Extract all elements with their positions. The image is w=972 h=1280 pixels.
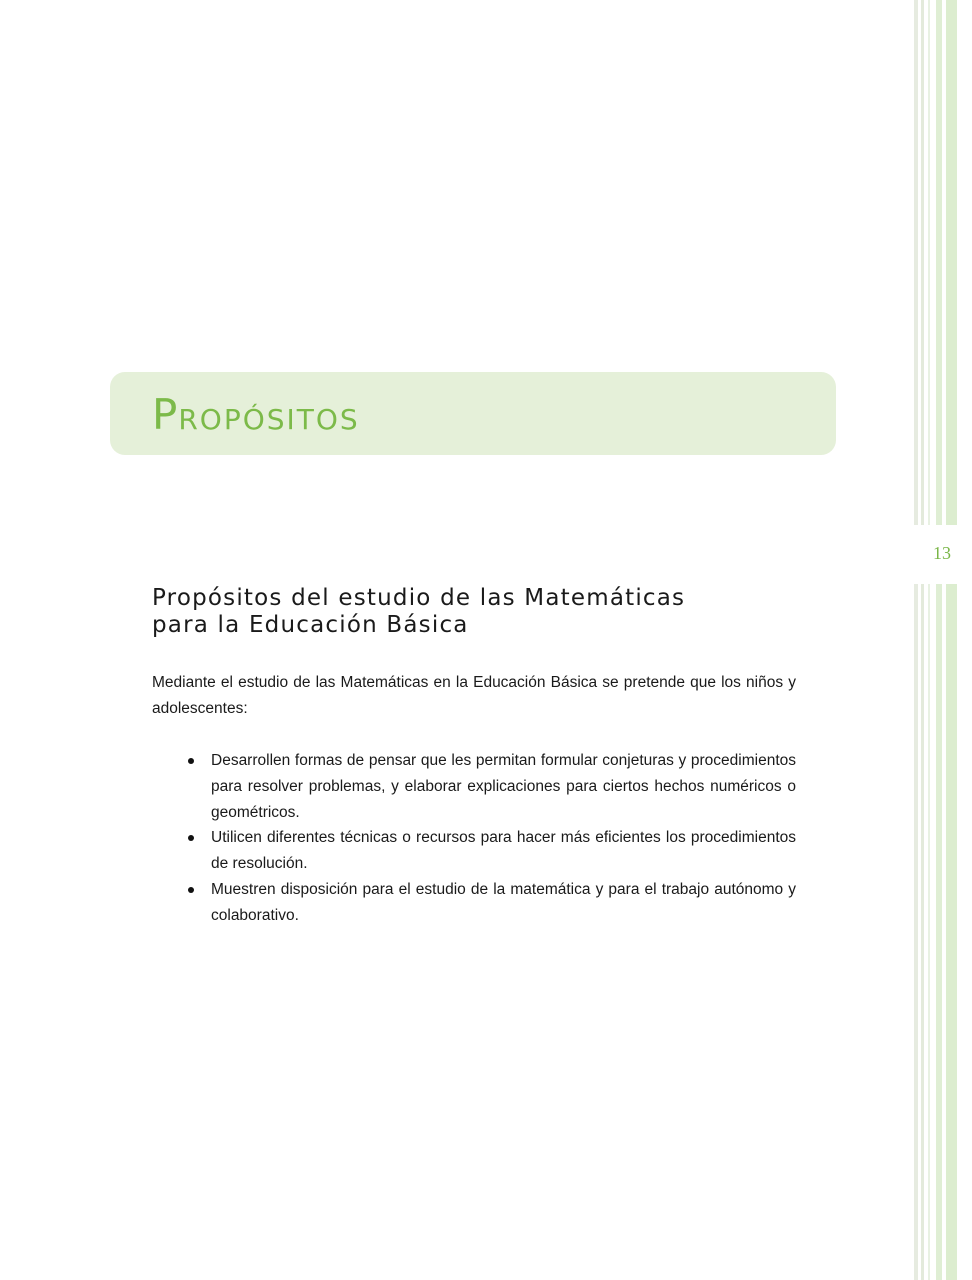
list-item <box>152 877 796 929</box>
stripe <box>936 0 942 1280</box>
stripe <box>921 0 924 1280</box>
list-item-text: Utilicen diferentes técnicas o recursos para hacer más eficientes los procedimientos de resolución. <box>211 829 796 873</box>
stripe <box>946 0 957 1280</box>
bullet-icon <box>188 758 194 764</box>
stripe <box>914 0 918 1280</box>
bullet-icon <box>188 887 194 893</box>
section-heading-line1: Propósitos del estudio de las Matemáticas <box>152 585 686 611</box>
list-item <box>152 748 796 825</box>
stripe <box>928 0 930 1280</box>
banner-title-rest: ROPÓSITOS <box>178 403 360 436</box>
purposes-list <box>152 748 796 929</box>
intro-paragraph: Mediante el estudio de las Matemáticas en la Educación Básica se pretende que los niños y adolescentes: <box>152 674 796 717</box>
section-heading <box>152 585 772 639</box>
decorative-stripes <box>900 0 972 1280</box>
banner-title <box>152 392 360 443</box>
bullet-icon <box>188 835 194 841</box>
section-banner <box>110 372 836 455</box>
page-number: 13 <box>933 543 951 563</box>
list-item-text: Desarrollen formas de pensar que les permitan formular conjeturas y procedimientos para resolver problemas, y elaborar explicaciones para ciertos hechos numéricos o geométricos. <box>211 752 796 821</box>
list-item <box>152 825 796 877</box>
list-item-text: Muestren disposición para el estudio de la matemática y para el trabajo autónomo y colaborativo. <box>211 880 796 924</box>
banner-title-initial: P <box>152 390 179 439</box>
section-heading-line2: para la Educación Básica <box>152 612 469 638</box>
